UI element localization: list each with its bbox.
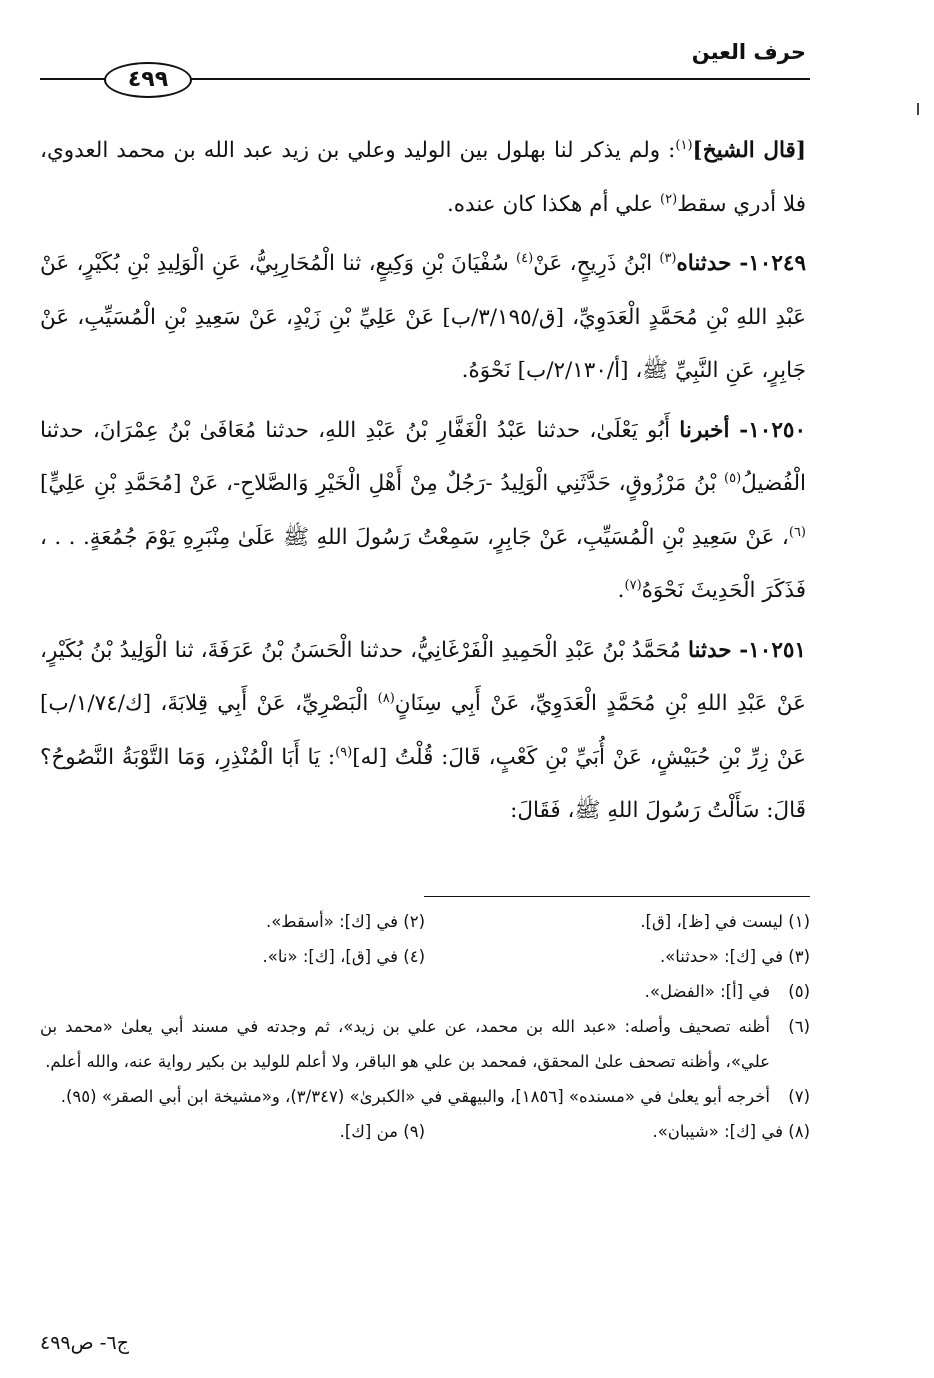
paragraph-text: : ولم يذكر لنا بهلول بين الوليد وعلي بن زيد عبد الله بن محمد العدوي، فلا أدري سقط bbox=[40, 138, 806, 217]
footnote-4: (٤) في [ق]، [ك]: «نا». bbox=[262, 947, 425, 966]
paragraph-text: ابْنُ ذَرِيحٍ، عَنْ bbox=[533, 251, 660, 276]
lead-phrase: [قال الشيخ] bbox=[692, 138, 807, 163]
hadith-10250 bbox=[40, 404, 806, 618]
footnote-1: (١) ليست في [ظ]، [ق]. bbox=[640, 912, 810, 931]
footnote-9: (٩) من [ك]. bbox=[339, 1122, 425, 1141]
footnote-ref: (٨) bbox=[377, 690, 395, 706]
footnote-8: (٨) في [ك]: «شيبان». bbox=[652, 1122, 810, 1141]
footnote-ref: (٦) bbox=[788, 524, 806, 540]
paragraph-text: الْبَصْرِيِّ، عَنْ أَبِي قِلابَةَ، [ك/١/٧٤/ب] عَنْ زِرِّ بْنِ حُبَيْشٍ، عَنْ أُبَيِّ بْنِ كَعْبٍ، قَالَ: قُلْتُ [له] bbox=[40, 691, 806, 770]
hadith-10251 bbox=[40, 624, 806, 838]
paragraph-text: ، عَنْ سَعِيدِ بْنِ الْمُسَيِّبِ، عَنْ جَابِرٍ، سَمِعْتُ رَسُولَ اللهِ ﷺ عَلَىٰ مِنْبَرِهِ يَوْمَ جُمُعَةٍ. . . ، فَذَكَرَ الْحَدِيثَ نَحْوَهُ bbox=[40, 524, 806, 603]
hadith-number: ١٠٢٥١- bbox=[731, 637, 806, 663]
footnotes bbox=[40, 904, 810, 1149]
footnote-7: (٧) أخرجه أبو يعلىٰ في «مسنده» [١٨٥٦]، والبيهقي في «الكبرىٰ» (٣/٣٤٧)، و«مشيخة ابن أبي الصقر» (٩٥). bbox=[60, 1087, 810, 1106]
lead-phrase: حدثناه bbox=[676, 251, 732, 276]
lead-phrase: أخبرنا bbox=[679, 417, 730, 443]
footnote-2: (٢) في [ك]: «أسقط». bbox=[265, 912, 425, 931]
footnote-ref: (٣) bbox=[659, 250, 677, 266]
footnote-row bbox=[40, 1114, 810, 1149]
footnote-ref: (٢) bbox=[660, 191, 678, 207]
footnote-ref: (٩) bbox=[335, 744, 353, 760]
running-head: حرف العين bbox=[691, 40, 806, 64]
footnote-ref: (١) bbox=[675, 137, 693, 153]
hadith-number: ١٠٢٥٠- bbox=[729, 417, 806, 443]
footnote-ref: (٧) bbox=[624, 577, 642, 593]
footnote-rule bbox=[424, 896, 810, 897]
lead-phrase: حدثنا bbox=[688, 637, 732, 663]
footnote-6: (٦) أظنه تصحيف وأصله: «عبد الله بن محمد، عن علي بن زيد»، ثم وجدته في مسند أبي يعلىٰ «محمد بن علي»، وأظنه تصحف علىٰ المحقق، فمحمد بن علي هو الباقر، ولا أعلم للوليد بن بكير رواية عنه، والله أعلم. bbox=[40, 1017, 810, 1071]
paragraph-text: سُفْيَانَ بْنِ وَكِيعٍ، ثنا الْمُحَارِبِيُّ، عَنِ الْوَلِيدِ بْنِ بُكَيْرٍ، عَنْ عَبْدِ اللهِ بْنِ مُحَمَّدٍ الْعَدَوِيِّ، [ق/٣/١٩٥/ب] عَنْ عَلِيِّ بْنِ زَيْدٍ، عَنْ سَعِيدِ بْنِ الْمُسَيِّبِ، عَنْ جَابِرٍ، عَنِ النَّبِيِّ ﷺ، [أ/٢/١٣٠/ب] نَحْوَهُ. bbox=[40, 251, 807, 383]
paragraph-sheikh-note bbox=[40, 124, 806, 231]
page-footer: ج٦- ص٤٩٩ bbox=[40, 1332, 129, 1354]
page-number: ٤٩٩ bbox=[104, 62, 192, 98]
paragraph-text: بْنُ مَرْزُوقٍ، حَدَّثَنِي الْوَلِيدُ -رَجُلٌ مِنْ أَهْلِ الْخَيْرِ وَالصَّلاحِ-، عَنْ [مُحَمَّدِ بْنِ عَلِيٍّ] bbox=[40, 471, 725, 496]
footnote-5: (٥) في [أ]: «الفضل». bbox=[644, 982, 810, 1001]
paragraph-text: علي أم هكذا كان عنده. bbox=[446, 191, 661, 217]
footnote-3: (٣) في [ك]: «حدثنا». bbox=[659, 947, 810, 966]
paragraph-text: أَبُو يَعْلَىٰ، حدثنا عَبْدُ الْغَفَّارِ بْنُ عَبْدِ اللهِ، حدثنا مُعَافَىٰ بْنُ عِمْرَانَ، حدثنا الْفُضيلُ bbox=[40, 417, 806, 496]
footnote-row bbox=[40, 939, 810, 974]
paragraph-text: مُحَمَّدُ بْنُ عَبْدِ الْحَمِيدِ الْفَرْغَانِيُّ، حدثنا الْحَسَنُ بْنُ عَرَفَةَ، ثنا الْوَلِيدُ بْنُ بُكَيْرٍ، عَنْ عَبْدِ اللهِ بْنِ مُحَمَّدٍ الْعَدَوِيِّ، عَنْ أَبِي سِنَانٍ bbox=[40, 637, 806, 716]
paragraph-text: : يَا أَبَا الْمُنْذِرِ، وَمَا التَّوْبَةُ النَّصُوحُ؟ قَالَ: سَأَلْتُ رَسُولَ اللهِ ﷺ، فَقَالَ: bbox=[40, 744, 806, 823]
footnote-ref: (٤) bbox=[516, 250, 534, 266]
footnote-row bbox=[40, 904, 810, 939]
main-text bbox=[40, 124, 806, 844]
footnote-ref: (٥) bbox=[724, 470, 742, 486]
hadith-10249 bbox=[40, 237, 806, 398]
hadith-number: ١٠٢٤٩- bbox=[731, 251, 806, 276]
margin-tick bbox=[917, 103, 919, 115]
paragraph-text: . bbox=[617, 578, 625, 603]
